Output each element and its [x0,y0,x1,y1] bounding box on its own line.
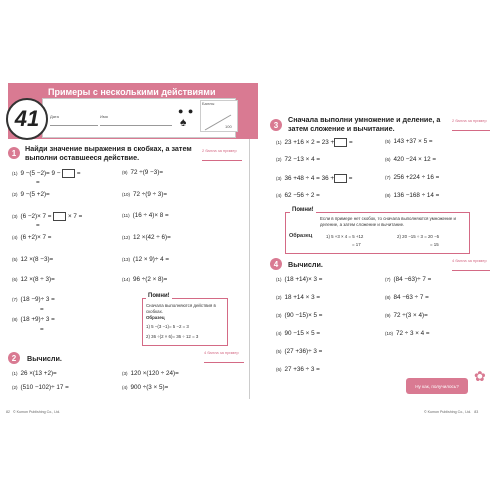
section-1-title: Найди значение выражения в скобках, а затем выполни оставшееся действие. [25,144,192,162]
s1-problem-5: (5) 12 ×(8 −3)= [12,256,54,263]
s3-problem-1: (1) 23 +16 × 2 = 23 + = [276,139,353,147]
page-title: Примеры с несколькими действиями [48,87,216,97]
section-3-number: 3 [270,119,282,131]
s4-problem-3: (3) (90 −15)× 5 = [276,312,323,319]
section-4-score: 4 балла за пример [452,258,487,263]
section-1-note-example-2: 2) 36 ÷(2 × 6)= 36 ÷ 12 = 3 [146,334,199,339]
s1-problem-12: (12) 12 ×(42 ÷ 6)= [122,234,171,241]
section-3-score-line [452,130,490,131]
spade-icon: ♠ [180,115,187,129]
s4-problem-1: (1) (18 +14)× 3 = [276,276,323,283]
s4-problem-10: (10) 72 ÷ 3 × 4 = [385,330,430,337]
date-label: Дата [50,114,59,119]
s1-problem-3: (3) (6 −2)× 7 = × 7 = [12,213,83,221]
points-total: 100 [225,124,232,129]
section-3-note-text: Если в примере нет скобок, то сначала выполняются умножение и деление, а затем сложение и вычитание. [320,216,456,227]
encouragement-bubble: Ну как, получилось? [406,378,468,394]
section-2-score: 4 балла за пример [204,350,239,355]
s3-problem-3: (3) 36 +48 ÷ 4 = 36 + = [276,175,353,183]
s3-problem-6: (6) 420 −24 × 12 = [385,156,437,163]
s4-problem-6: (6) 27 +36 ÷ 3 = [276,366,320,373]
name-label: Имя [100,114,108,119]
section-1-score: 2 балла за пример [202,148,237,153]
s1-problem-13: (13) (12 × 9)÷ 4 = [122,256,170,263]
s4-problem-2: (2) 18 +14 × 3 = [276,294,321,301]
s1-eq-3: = [36,222,40,229]
section-2-number: 2 [8,352,20,364]
s1-problem-10: (10) 72 ÷(9 ÷ 3)= [122,191,168,198]
s4-problem-4: (4) 90 −15 × 5 = [276,330,321,337]
s1-problem-9: (9) 72 ÷(9 −3)= [122,169,164,176]
section-2-title: Вычисли. [27,354,62,363]
level-label: Уровень [176,100,192,105]
answer-box[interactable] [53,212,66,221]
section-3-title: Сначала выполни умножение и деление, а затем сложение и вычитание. [288,115,441,133]
date-line [50,125,98,126]
s1-problem-8: (8) (18 +9)÷ 3 = [12,316,55,323]
section-1-note-example-1: 1) 5 −(3 −1)= 5 −2 = 3 [146,324,189,329]
section-1-score-line [202,160,242,161]
footer-left: 82 © Kumon Publishing Co., Ltd. [6,410,61,414]
section-1-number: 1 [8,147,20,159]
section-1-note-title: Помни! [148,293,170,299]
section-3-note-label: Образец [289,233,313,239]
s4-problem-8: (8) 84 −63 ÷ 7 = [385,294,429,301]
mascot-icon: ✿ [474,368,486,384]
name-line [100,125,172,126]
answer-box[interactable] [334,138,347,147]
s3-problem-2: (2) 72 −13 × 4 = [276,156,321,163]
answer-box[interactable] [62,169,75,178]
s3-problem-4: (4) 62 −56 ÷ 2 = [276,192,320,199]
section-3-note-example-2: 2) 20 −15 ÷ 3 = 20 −5 [397,234,440,239]
s4-problem-7: (7) (84 −63)÷ 7 = [385,276,432,283]
s2-problem-4: (4) 900 ÷(3 × 5)= [122,384,169,391]
s2-problem-2: (2) (510 −102)÷ 17 = [12,384,69,391]
section-1-note-text: Сначала выполняются действия в скобках. [146,303,216,314]
s3-problem-5: (5) 143 +37 × 5 = [385,138,433,145]
s3-problem-7: (7) 256 +224 ÷ 16 = [385,174,440,181]
s1-eq-1: = [36,179,40,186]
s1-problem-7: (7) (18 −9)÷ 3 = [12,296,55,303]
section-3-note-example-1b: = 17 [352,242,361,247]
section-1-note-label: Образец [146,315,165,320]
s1-problem-4: (4) (6 +2)× 7 = [12,234,52,241]
s4-problem-9: (9) 72 ÷(3 × 4)= [385,312,428,319]
section-3-note-example-2b: = 15 [430,242,439,247]
s4-problem-5: (5) (27 +36)÷ 3 = [276,348,323,355]
section-4-score-line [452,270,490,271]
s2-problem-1: (1) 26 ×(13 +2)= [12,370,57,377]
s1-problem-6: (6) 12 ×(8 ÷ 3)= [12,276,55,283]
section-2-score-line [204,362,244,363]
section-3-score: 2 балла за пример [452,118,487,123]
s1-problem-1: (1) 9 −(5 −2)= 9 − = [12,170,81,178]
section-4-number: 4 [270,258,282,270]
level-dots: ● ● [178,106,195,116]
s3-problem-8: (8) 136 −168 ÷ 14 = [385,192,440,199]
answer-box[interactable] [334,174,347,183]
s1-eq-8: = [40,326,44,333]
s1-problem-2: (2) 9 −(5 +2)= [12,191,50,198]
s1-eq-7: = [40,306,44,313]
s1-problem-14: (14) 96 ÷(2 × 8)= [122,276,168,283]
section-4-title: Вычисли. [288,260,323,269]
footer-right: © Kumon Publishing Co., Ltd. 83 [424,410,479,414]
points-label: Баллы [202,101,215,106]
section-3-note-example-1: 1) 5 +3 × 4 = 5 +12 [326,234,364,239]
s2-problem-3: (3) 120 ×(120 ÷ 24)= [122,370,179,377]
section-3-note-title: Помни! [292,207,314,213]
s1-problem-11: (11) (16 ÷ 4)× 8 = [122,212,169,219]
lesson-number: 41 [6,98,48,140]
